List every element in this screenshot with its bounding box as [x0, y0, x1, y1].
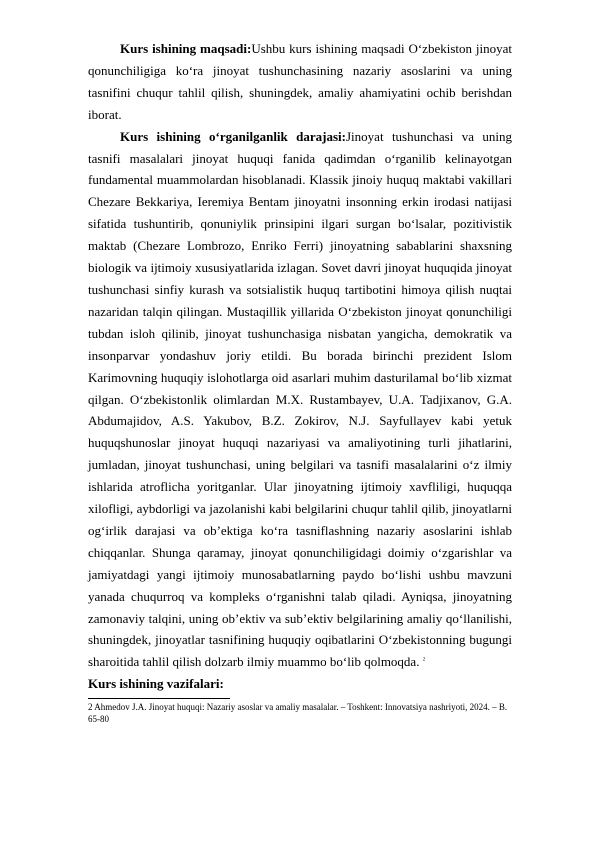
study-level-text: Jinoyat tushunchasi va uning tasnifi masalalari jinoyat huquqi fanida qadimdan o‘rganilib kelinayotgan fundamental muammolardan hisoblanadi. Klassik jinoiy huquq maktabi vakillari Chezare Bekkariya, Ieremiya Bentam jinoyatni insonning erkin irodasi natijasi sifatida tushuntirib, qonuniylik prinsipini ilgari surgan bo‘lsalar, pozitivistik maktab (Chezare Lombrozo, Enriko Ferri) jinoyatning sabablarini shaxsning biologik va ijtimoiy xususiyatlarida izlagan. Sovet davri jinoyat huquqida jinoyat tushunchasi sinfiy kurash va sotsialistik huquq tartibotini himoya qilish nuqtai nazaridan talqin qilingan. Mustaqillik yillarida O‘zbekiston jinoyat qonunchiligi tubdan isloh qilinib, jinoyat tushunchasiga nisbatan yangicha, demokratik va insonparvar yondashuv joriy etildi. Bu borada birinchi prezident Islom Karimovning huquqiy islohotlarga oid asarlari muhim dasturilamal bo‘lib xizmat qilgan. O‘zbekistonlik olimlardan M.X. Rustambayev, U.A. Tadjixanov, G.A. Abdumajidov, A.S. Yakubov, B.Z. Zokirov, N.J. Sayfullayev kabi yetuk huquqshunoslar jinoyat huquqi nazariyasi va amaliyotining turli jihatlarini, jumladan, jinoyat tushunchasi, uning belgilari va tasnifi masalalarini o‘z ilmiy ishlarida atroflicha yoritganlar. Ular jinoyatning ijtimoiy xavfliligi, huquqqa xilofligi, aybdorligi va jazolanishi kabi belgilarini chuqur tahlil qilib, jinoyatlarni og‘irlik darajasi va ob’ektiga ko‘ra tasniflashning nazariy asoslarini ishlab chiqqanlar. Shunga qaramay, jinoyat qonunchiligidagi doimiy o‘zgarishlar va jamiyatdagi yangi ijtimoiy munosabatlarning paydo bo‘lishi ushbu mavzuni yanada chuqurroq va kompleks o‘rganishni talab qiladi. Ayniqsa, jinoyatning zamonaviy talqini, uning ob’ektiv va sub’ektiv belgilarining amaliy qo‘llanilishi, shuningdek, jinoyatlar tasnifining huquqiy oqibatlarini O‘zbekistonning bugungi sharoitida tahlil qilish dolzarb ilmiy muammo bo‘lib qolmoqda. — [88, 128, 512, 670]
study-level-heading: Kurs ishining o‘rganilganlik darajasi: — [120, 128, 346, 144]
footnote-reference[interactable]: 2 — [422, 658, 426, 664]
document-page — [88, 38, 512, 725]
tasks-section-title: Kurs ishining vazifalari: — [88, 676, 224, 692]
goal-heading: Kurs ishining maqsadi: — [120, 41, 252, 56]
study-level-paragraph — [88, 126, 512, 674]
goal-paragraph — [88, 38, 512, 126]
goal-text: Ushbu kurs ishining maqsadi O‘zbekiston jinoyat qonunchiligiga ko‘ra jinoyat tushunchasining nazariy asoslarini va uning tasnifini chuqur tahlil qilish, shuningdek, amaliy ahamiyatini ochib berishdan iborat. — [88, 41, 513, 122]
footnote-divider — [88, 698, 230, 699]
footnote-text: 2 Ahmedov J.A. Jinoyat huquqi: Nazariy asoslar va amaliy masalalar. – Toshkent: Innovatsiya nashriyoti, 2024. – B. 65-80 — [88, 702, 508, 725]
